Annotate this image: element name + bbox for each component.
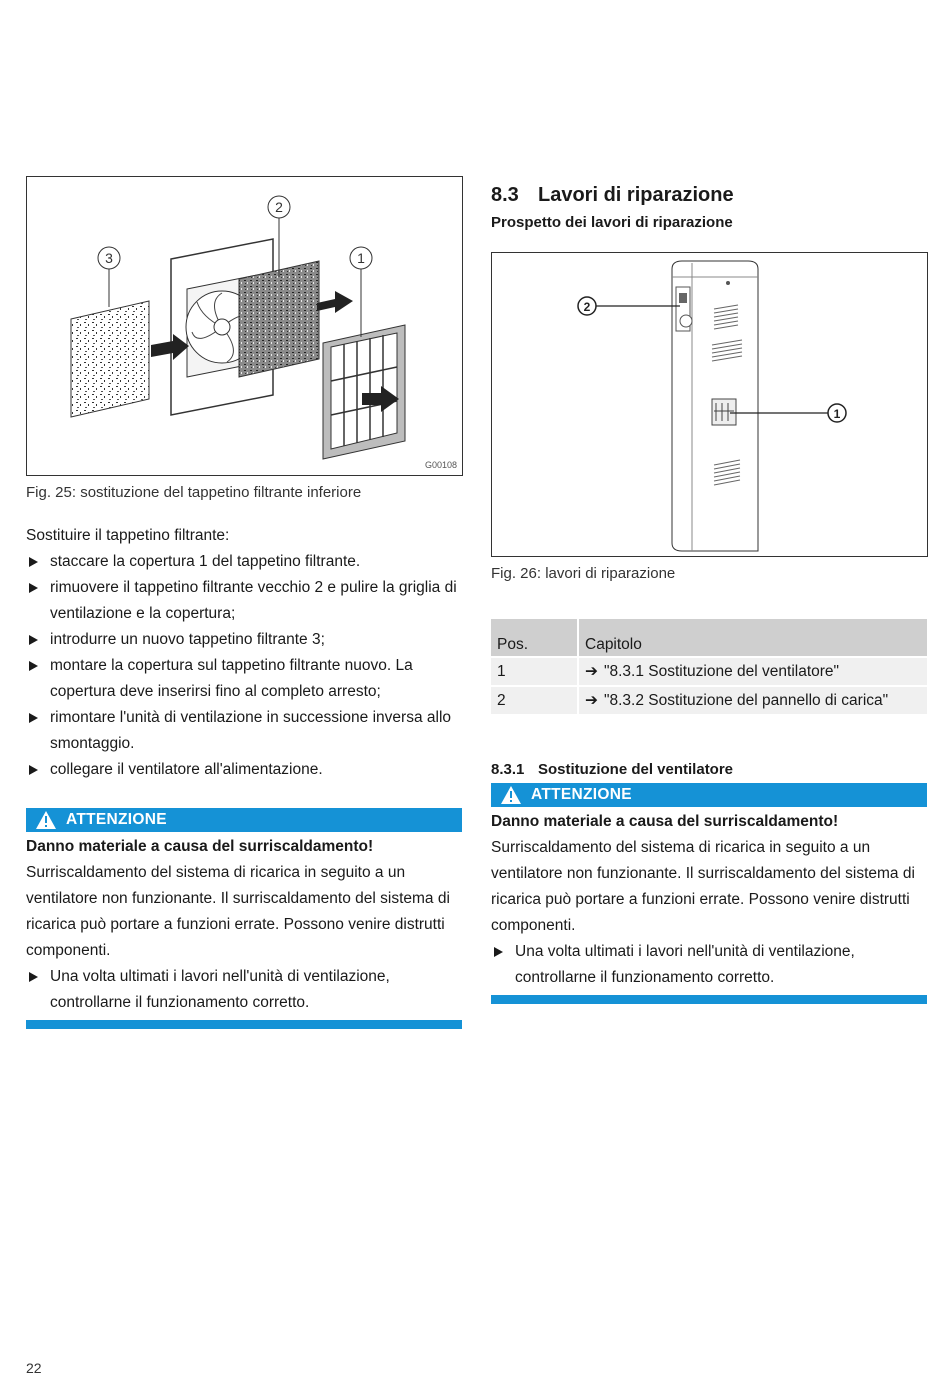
filter-replacement-illustration	[27, 177, 462, 475]
warning-header	[26, 808, 462, 832]
instructions-intro: Sostituire il tappetino filtrante:	[26, 527, 230, 544]
list-item: montare la copertura sul tappetino filtrante nuovo. La copertura deve inserirsi fino al completo arresto;	[26, 653, 462, 705]
charging-station-illustration	[492, 253, 927, 556]
instructions	[26, 523, 462, 783]
callout-3: 3	[105, 250, 113, 266]
arrow-right-icon: ➔	[585, 663, 598, 680]
list-item: staccare la copertura 1 del tappetino filtrante.	[26, 549, 462, 575]
warning-label: ATTENZIONE	[66, 811, 167, 828]
warning-label: ATTENZIONE	[531, 786, 632, 803]
warning-text: Surriscaldamento del sistema di ricarica in seguito a un ventilatore non funzionante. Il surriscaldamento del sistema di ricarica può portare a funzioni errate. Possono venire distrutti componenti.	[491, 839, 915, 934]
warning-title: Danno materiale a causa del surriscaldamento!	[491, 813, 839, 830]
repair-table	[491, 619, 927, 714]
page-number: 22	[26, 1360, 42, 1376]
steps-list	[26, 549, 462, 783]
warning-text: Surriscaldamento del sistema di ricarica in seguito a un ventilatore non funzionante. Il surriscaldamento del sistema di ricarica può portare a funzioni errate. Possono venire distrutti componenti.	[26, 864, 450, 959]
warning-box-left	[26, 808, 462, 1029]
section-subtitle: Prospetto dei lavori di riparazione	[491, 214, 733, 231]
warning-end-bar	[491, 995, 927, 1004]
table-row	[491, 686, 927, 714]
bullet-triangle-icon	[29, 972, 38, 982]
list-item: rimuovere il tappetino filtrante vecchio 2 e pulire la griglia di ventilazione e la copertura;	[26, 575, 462, 627]
list-item: introdurre un nuovo tappetino filtrante 3;	[26, 627, 462, 653]
list-item: Una volta ultimati i lavori nell'unità di ventilazione, controllarne il funzionamento corretto.	[26, 964, 462, 1016]
subsection-heading: 8.3.1 Sostituzione del ventilatore	[491, 761, 734, 778]
callout-2: 2	[275, 199, 283, 215]
figure-code: G00108	[425, 460, 458, 470]
figure-26	[491, 252, 928, 557]
warning-icon	[491, 783, 531, 807]
table-header: Capitolo	[578, 619, 927, 657]
table-row	[491, 657, 927, 686]
table-cell: 1	[491, 657, 578, 686]
table-cell: 2	[491, 686, 578, 714]
table-cell-link[interactable]	[578, 686, 927, 714]
table-cell-link[interactable]	[578, 657, 927, 686]
bullet-triangle-icon	[29, 557, 38, 567]
callout-2: 2	[583, 300, 591, 314]
bullet-triangle-icon	[29, 765, 38, 775]
warning-icon	[26, 808, 66, 832]
callout-1: 1	[357, 250, 365, 266]
warning-box-right	[491, 783, 927, 1004]
figure-25	[26, 176, 463, 476]
chapter-link[interactable]: "8.3.2 Sostituzione del pannello di carica"	[604, 692, 889, 709]
chapter-link[interactable]: "8.3.1 Sostituzione del ventilatore"	[604, 663, 840, 680]
warning-title: Danno materiale a causa del surriscaldamento!	[26, 838, 374, 855]
bullet-triangle-icon	[29, 583, 38, 593]
list-item: collegare il ventilatore all'alimentazione.	[26, 757, 462, 783]
list-item: rimontare l'unità di ventilazione in successione inversa allo smontaggio.	[26, 705, 462, 757]
section-heading: 8.3 Lavori di riparazione	[491, 184, 734, 206]
figure-26-caption: Fig. 26: lavori di riparazione	[491, 565, 676, 582]
table-header-row	[491, 619, 927, 657]
repair-table-wrap	[491, 619, 927, 714]
callout-1: 1	[833, 407, 841, 421]
arrow-right-icon: ➔	[585, 692, 598, 709]
bullet-triangle-icon	[29, 635, 38, 645]
bullet-triangle-icon	[29, 713, 38, 723]
table-header: Pos.	[491, 619, 578, 657]
warning-header	[491, 783, 927, 807]
warning-end-bar	[26, 1020, 462, 1029]
bullet-triangle-icon	[494, 947, 503, 957]
bullet-triangle-icon	[29, 661, 38, 671]
list-item: Una volta ultimati i lavori nell'unità di ventilazione, controllarne il funzionamento corretto.	[491, 939, 927, 991]
figure-25-caption: Fig. 25: sostituzione del tappetino filtrante inferiore	[26, 484, 362, 501]
